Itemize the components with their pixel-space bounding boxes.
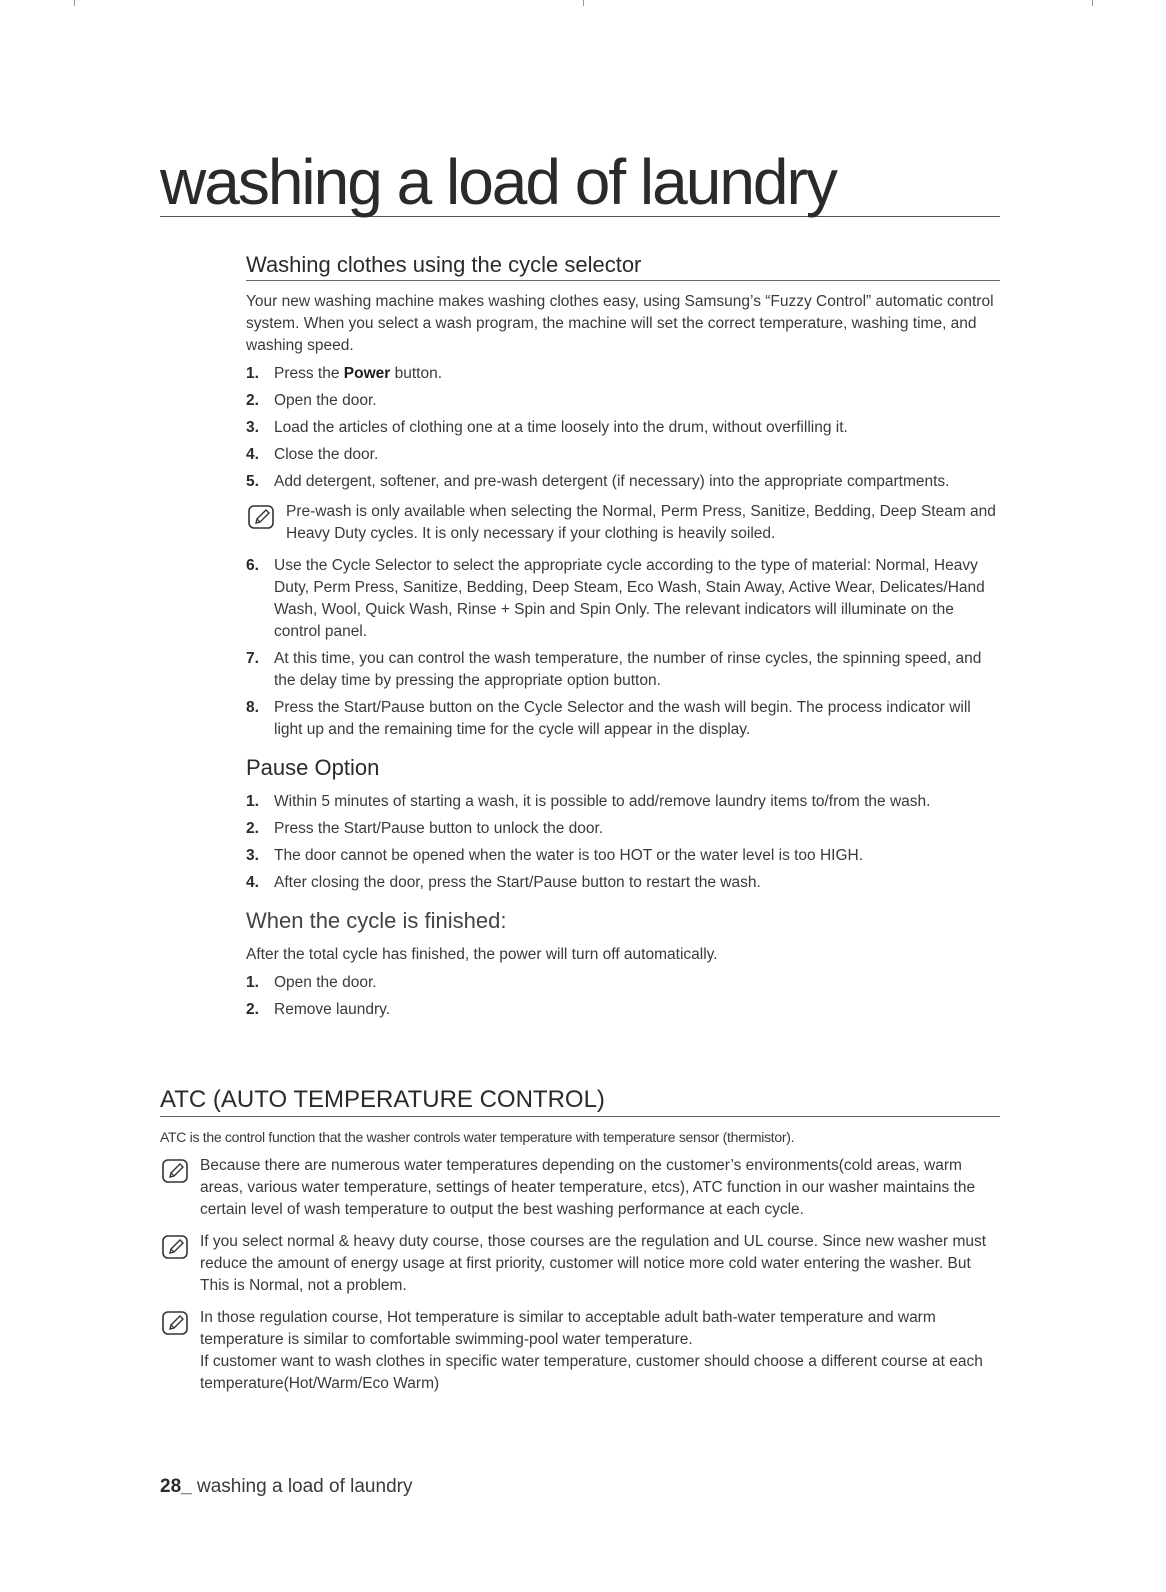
section-heading-cycle-selector: Washing clothes using the cycle selector (246, 252, 1000, 281)
note-pencil-icon (162, 1311, 188, 1335)
page-title: washing a load of laundry (160, 142, 1000, 217)
step-text: Remove laundry. (274, 1001, 391, 1018)
step-number: 8. (246, 699, 259, 716)
step-text: At this time, you can control the wash temperature, the number of rinse cycles, the spinning speed, and the delay time by pressing the appropriate option button. (274, 650, 982, 689)
atc-description: ATC is the control function that the washer controls water temperature with temperature sensor (thermistor). (160, 1129, 795, 1145)
step-number: 3. (246, 847, 259, 864)
footer-label: washing a load of laundry (191, 1476, 413, 1497)
note-text: Because there are numerous water temperatures depending on the customer’s environments(cold areas, warm areas, various water temperature, settings of heater temperature, etcs), ATC function in our washer maintains the certain level of wash temperature to output the best washing performance at each cycle. (200, 1157, 976, 1218)
page-number: 28_ (160, 1476, 192, 1497)
step-text-suffix: button. (390, 365, 443, 382)
list-item (246, 818, 1000, 840)
step-text-prefix: Press the (274, 365, 344, 382)
step-number: 4. (246, 446, 259, 463)
prewash-note (246, 501, 1000, 545)
step-number: 4. (246, 874, 259, 891)
note-text: In those regulation course, Hot temperature is similar to acceptable adult bath-water temperature and warm temperature is similar to comfortable swimming-pool water temperature. (200, 1309, 936, 1348)
main-content (246, 252, 1000, 1026)
page-footer (160, 1476, 412, 1498)
list-item (246, 555, 1000, 643)
step-number: 1. (246, 793, 259, 810)
step-text: Load the articles of clothing one at a time loosely into the drum, without overfilling it. (274, 419, 848, 436)
step-number: 1. (246, 365, 259, 382)
note-text: If you select normal & heavy duty course, those courses are the regulation and UL course. Since new washer must reduce the amount of energy usage at first priority, customer will notice more cold water entering the washer. But This is Normal, not a problem. (200, 1233, 987, 1294)
list-item (246, 648, 1000, 692)
list-item (246, 417, 1000, 439)
atc-section (160, 1086, 1000, 1405)
list-item (246, 390, 1000, 412)
list-item (246, 999, 1000, 1021)
note-pencil-icon (162, 1235, 188, 1259)
step-text: Press the Start/Pause button on the Cycle Selector and the wash will begin. The process indicator will light up and the remaining time for the cycle will appear in the display. (274, 699, 971, 738)
step-number: 3. (246, 419, 259, 436)
list-item (246, 972, 1000, 994)
step-number: 2. (246, 1001, 259, 1018)
step-number: 1. (246, 974, 259, 991)
step-text: Close the door. (274, 446, 379, 463)
atc-note (160, 1155, 1000, 1221)
crop-mark (583, 0, 584, 6)
note-text: Pre-wash is only available when selecting the Normal, Perm Press, Sanitize, Bedding, Deep Steam and Heavy Duty cycles. It is only necessary if your clothing is heavily soiled. (286, 503, 996, 542)
step-text: Add detergent, softener, and pre-wash detergent (if necessary) into the appropriate compartments. (274, 473, 950, 490)
list-item (246, 872, 1000, 894)
step-text: Use the Cycle Selector to select the appropriate cycle according to the type of material: Normal, Heavy Duty, Perm Press, Sanitize, Bedding, Deep Steam, Eco Wash, Stain Away, Active Wear, Delicates/Hand Wash, Wool, Quick Wash, Rinse + Spin and Spin Only. The relevant indicators will illuminate on the control panel. (274, 557, 985, 640)
pause-steps-list (246, 791, 1000, 894)
list-item (246, 791, 1000, 813)
cycle-finished-intro: After the total cycle has finished, the power will turn off automatically. (246, 946, 718, 963)
step-text: Open the door. (274, 392, 377, 409)
list-item (246, 363, 1000, 385)
step-number: 7. (246, 650, 259, 667)
step-text: Open the door. (274, 974, 377, 991)
note-text: If customer want to wash clothes in specific water temperature, customer should choose a different course at each temperature(Hot/Warm/Eco Warm) (200, 1353, 983, 1392)
atc-heading: ATC (AUTO TEMPERATURE CONTROL) (160, 1086, 1000, 1117)
atc-note (160, 1307, 1000, 1395)
step-text: After closing the door, press the Start/Pause button to restart the wash. (274, 874, 761, 891)
pause-option-heading: Pause Option (246, 755, 380, 780)
cycle-finished-heading: When the cycle is finished: (246, 908, 507, 933)
cycle-steps-list (246, 363, 1000, 493)
step-number: 2. (246, 392, 259, 409)
list-item (246, 471, 1000, 493)
note-pencil-icon (162, 1159, 188, 1183)
step-text: The door cannot be opened when the water is too HOT or the water level is too HIGH. (274, 847, 864, 864)
atc-note (160, 1231, 1000, 1297)
power-keyword: Power (343, 365, 391, 382)
crop-mark (74, 0, 75, 6)
step-number: 6. (246, 557, 259, 574)
cycle-steps-list-continued (246, 555, 1000, 741)
crop-mark (1092, 0, 1093, 6)
step-number: 2. (246, 820, 259, 837)
intro-paragraph: Your new washing machine makes washing clothes easy, using Samsung’s “Fuzzy Control” automatic control system. When you select a wash program, the machine will set the correct temperature, washing time, and washing speed. (246, 293, 994, 354)
list-item (246, 444, 1000, 466)
step-text: Within 5 minutes of starting a wash, it is possible to add/remove laundry items to/from the wash. (274, 793, 931, 810)
list-item (246, 697, 1000, 741)
finished-steps-list (246, 972, 1000, 1021)
step-text: Press the Start/Pause button to unlock the door. (274, 820, 604, 837)
note-pencil-icon (248, 505, 274, 529)
step-number: 5. (246, 473, 259, 490)
list-item (246, 845, 1000, 867)
